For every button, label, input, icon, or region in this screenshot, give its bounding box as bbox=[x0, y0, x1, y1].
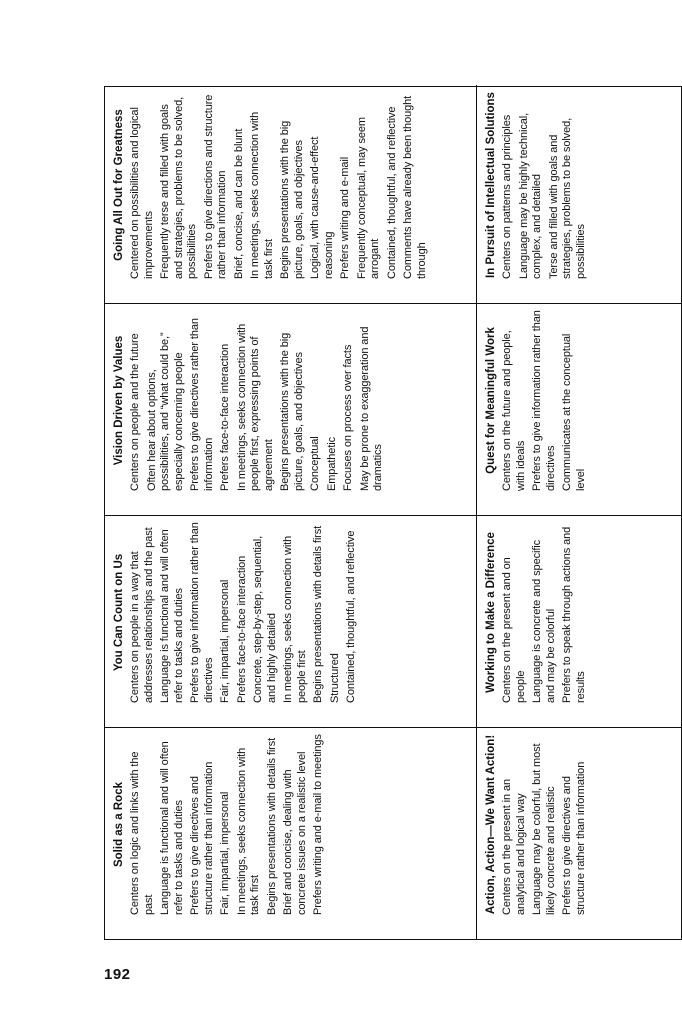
list-item: Centers on the future and people, with ideals bbox=[501, 330, 527, 491]
list-item: Centers on logic and links with the past bbox=[129, 751, 155, 915]
list-item: Prefers face-to-face interaction bbox=[235, 555, 248, 703]
list-item: In meetings, seeks connection with task first bbox=[249, 111, 275, 279]
list-item: Language is concrete and specific and may be colorful bbox=[531, 539, 557, 703]
table-cell bbox=[105, 515, 477, 727]
list-item: Centers on the present in an analytical and logical way bbox=[501, 778, 527, 915]
cell-item-list bbox=[501, 310, 588, 491]
list-item: Frequently terse and filled with goals and strategies, problems to be solved, possibilities bbox=[159, 96, 198, 279]
list-item: Concrete, step-by-step, sequential, and highly detailed bbox=[252, 535, 278, 703]
list-item: Language may be highly technical, complex, and detailed bbox=[517, 112, 543, 279]
cell-title: Action, Action—We Want Action! bbox=[485, 734, 497, 915]
list-item: In meetings, seeks connection with task first bbox=[235, 747, 261, 915]
list-item: Centers on people in a way that addresses relationships and the past bbox=[129, 527, 155, 703]
list-item: Begins presentations with the big picture, goals, and objectives bbox=[279, 120, 305, 279]
cell-item-list bbox=[129, 310, 386, 491]
table-cell bbox=[477, 727, 682, 939]
list-item: Structured bbox=[328, 653, 341, 703]
cell-item-list bbox=[501, 734, 588, 915]
list-item: Prefers writing and e-mail bbox=[339, 156, 351, 279]
table-cell bbox=[105, 303, 477, 515]
list-item: Language is functional and will often refer to tasks and duties bbox=[159, 529, 185, 703]
list-item: Centers on people and the future bbox=[129, 333, 141, 491]
list-item: Centered on possibilities and logical improvements bbox=[129, 107, 155, 279]
cell-item-list bbox=[129, 522, 359, 703]
list-item: Prefers face-to-face interaction bbox=[219, 343, 231, 491]
cell-title: You Can Count on Us bbox=[113, 553, 125, 672]
list-item: Comments have already been thought through bbox=[402, 95, 428, 279]
cell-item-list bbox=[129, 734, 326, 915]
list-item: Centers on the present and on people bbox=[501, 557, 527, 703]
list-item: Begins presentations with the big picture, goals, and objectives bbox=[279, 332, 305, 491]
cell-title: In Pursuit of Intellectual Solutions bbox=[485, 92, 497, 278]
page-number: 192 bbox=[104, 966, 131, 983]
list-item: Begins presentations with details first bbox=[265, 737, 278, 915]
table-cell bbox=[477, 515, 682, 727]
list-item: Centers on patterns and principles bbox=[501, 114, 513, 279]
communication-styles-table bbox=[104, 86, 682, 940]
list-item: Terse and filled with goals and strategies, problems to be solved, possibilities bbox=[547, 117, 587, 279]
cell-title: Going All Out for Greatness bbox=[113, 109, 125, 261]
table-cell bbox=[477, 85, 682, 303]
list-item: In meetings, seeks connection with people first bbox=[282, 535, 308, 703]
list-item: Empathetic bbox=[325, 436, 338, 491]
list-item: Focuses on process over facts bbox=[342, 344, 354, 491]
list-item: Prefers to give directives rather than information bbox=[189, 318, 215, 491]
list-item: Prefers to give directions and structure rather than information bbox=[202, 94, 228, 279]
list-item: Contained, thoughtful, and reflective bbox=[345, 530, 357, 703]
list-item: Brief, concise, and can be blunt bbox=[232, 128, 245, 279]
list-item: Brief and concise, dealing with concrete issues on a realistic level bbox=[282, 751, 308, 915]
table-cell bbox=[105, 727, 477, 939]
cell-title: Solid as a Rock bbox=[113, 782, 125, 868]
table-cell bbox=[105, 85, 477, 303]
table-cell bbox=[477, 303, 682, 515]
list-item: Fair, impartial, impersonal bbox=[219, 579, 231, 703]
list-item: Language may be colorful, but most likely concrete and realistic bbox=[531, 743, 557, 915]
list-item: In meetings, seeks connection with people first, expressing points of agreement bbox=[235, 323, 275, 491]
cell-item-list bbox=[501, 91, 588, 279]
list-item: Prefers to speak through actions and results bbox=[561, 526, 587, 703]
list-item: Fair, impartial, impersonal bbox=[219, 791, 231, 915]
list-item: Language is functional and will often refer to tasks and duties bbox=[159, 741, 185, 915]
list-item: Prefers to give directives and structure rather than information bbox=[561, 761, 587, 915]
list-item: Often hear about options, possibilities, and “what could be,” especially concerning people bbox=[145, 332, 185, 491]
cell-title: Working to Make a Difference bbox=[485, 532, 497, 693]
list-item: Logical, with cause-and-effect reasoning bbox=[309, 136, 335, 279]
list-item: Conceptual bbox=[309, 436, 321, 491]
list-item: Communicates at the conceptual level bbox=[561, 333, 587, 491]
list-item: Contained, thoughtful, and reflective bbox=[385, 106, 398, 279]
list-item: Prefers to give directives and structure rather than information bbox=[189, 761, 215, 915]
cell-item-list bbox=[129, 91, 429, 279]
cell-title: Quest for Meaningful Work bbox=[485, 327, 497, 474]
list-item: Prefers to give information rather than directives bbox=[189, 522, 215, 703]
cell-title: Vision Driven by Values bbox=[113, 335, 125, 466]
list-item: Begins presentations with details first bbox=[312, 525, 324, 703]
list-item: Prefers to give information rather than directives bbox=[531, 310, 557, 491]
list-item: Frequently conceptual, may seem arrogant bbox=[355, 117, 381, 279]
list-item: May be prone to exaggeration and dramatics bbox=[358, 326, 384, 491]
cell-item-list bbox=[501, 522, 588, 703]
list-item: Prefers writing and e-mail to meetings bbox=[312, 734, 324, 915]
